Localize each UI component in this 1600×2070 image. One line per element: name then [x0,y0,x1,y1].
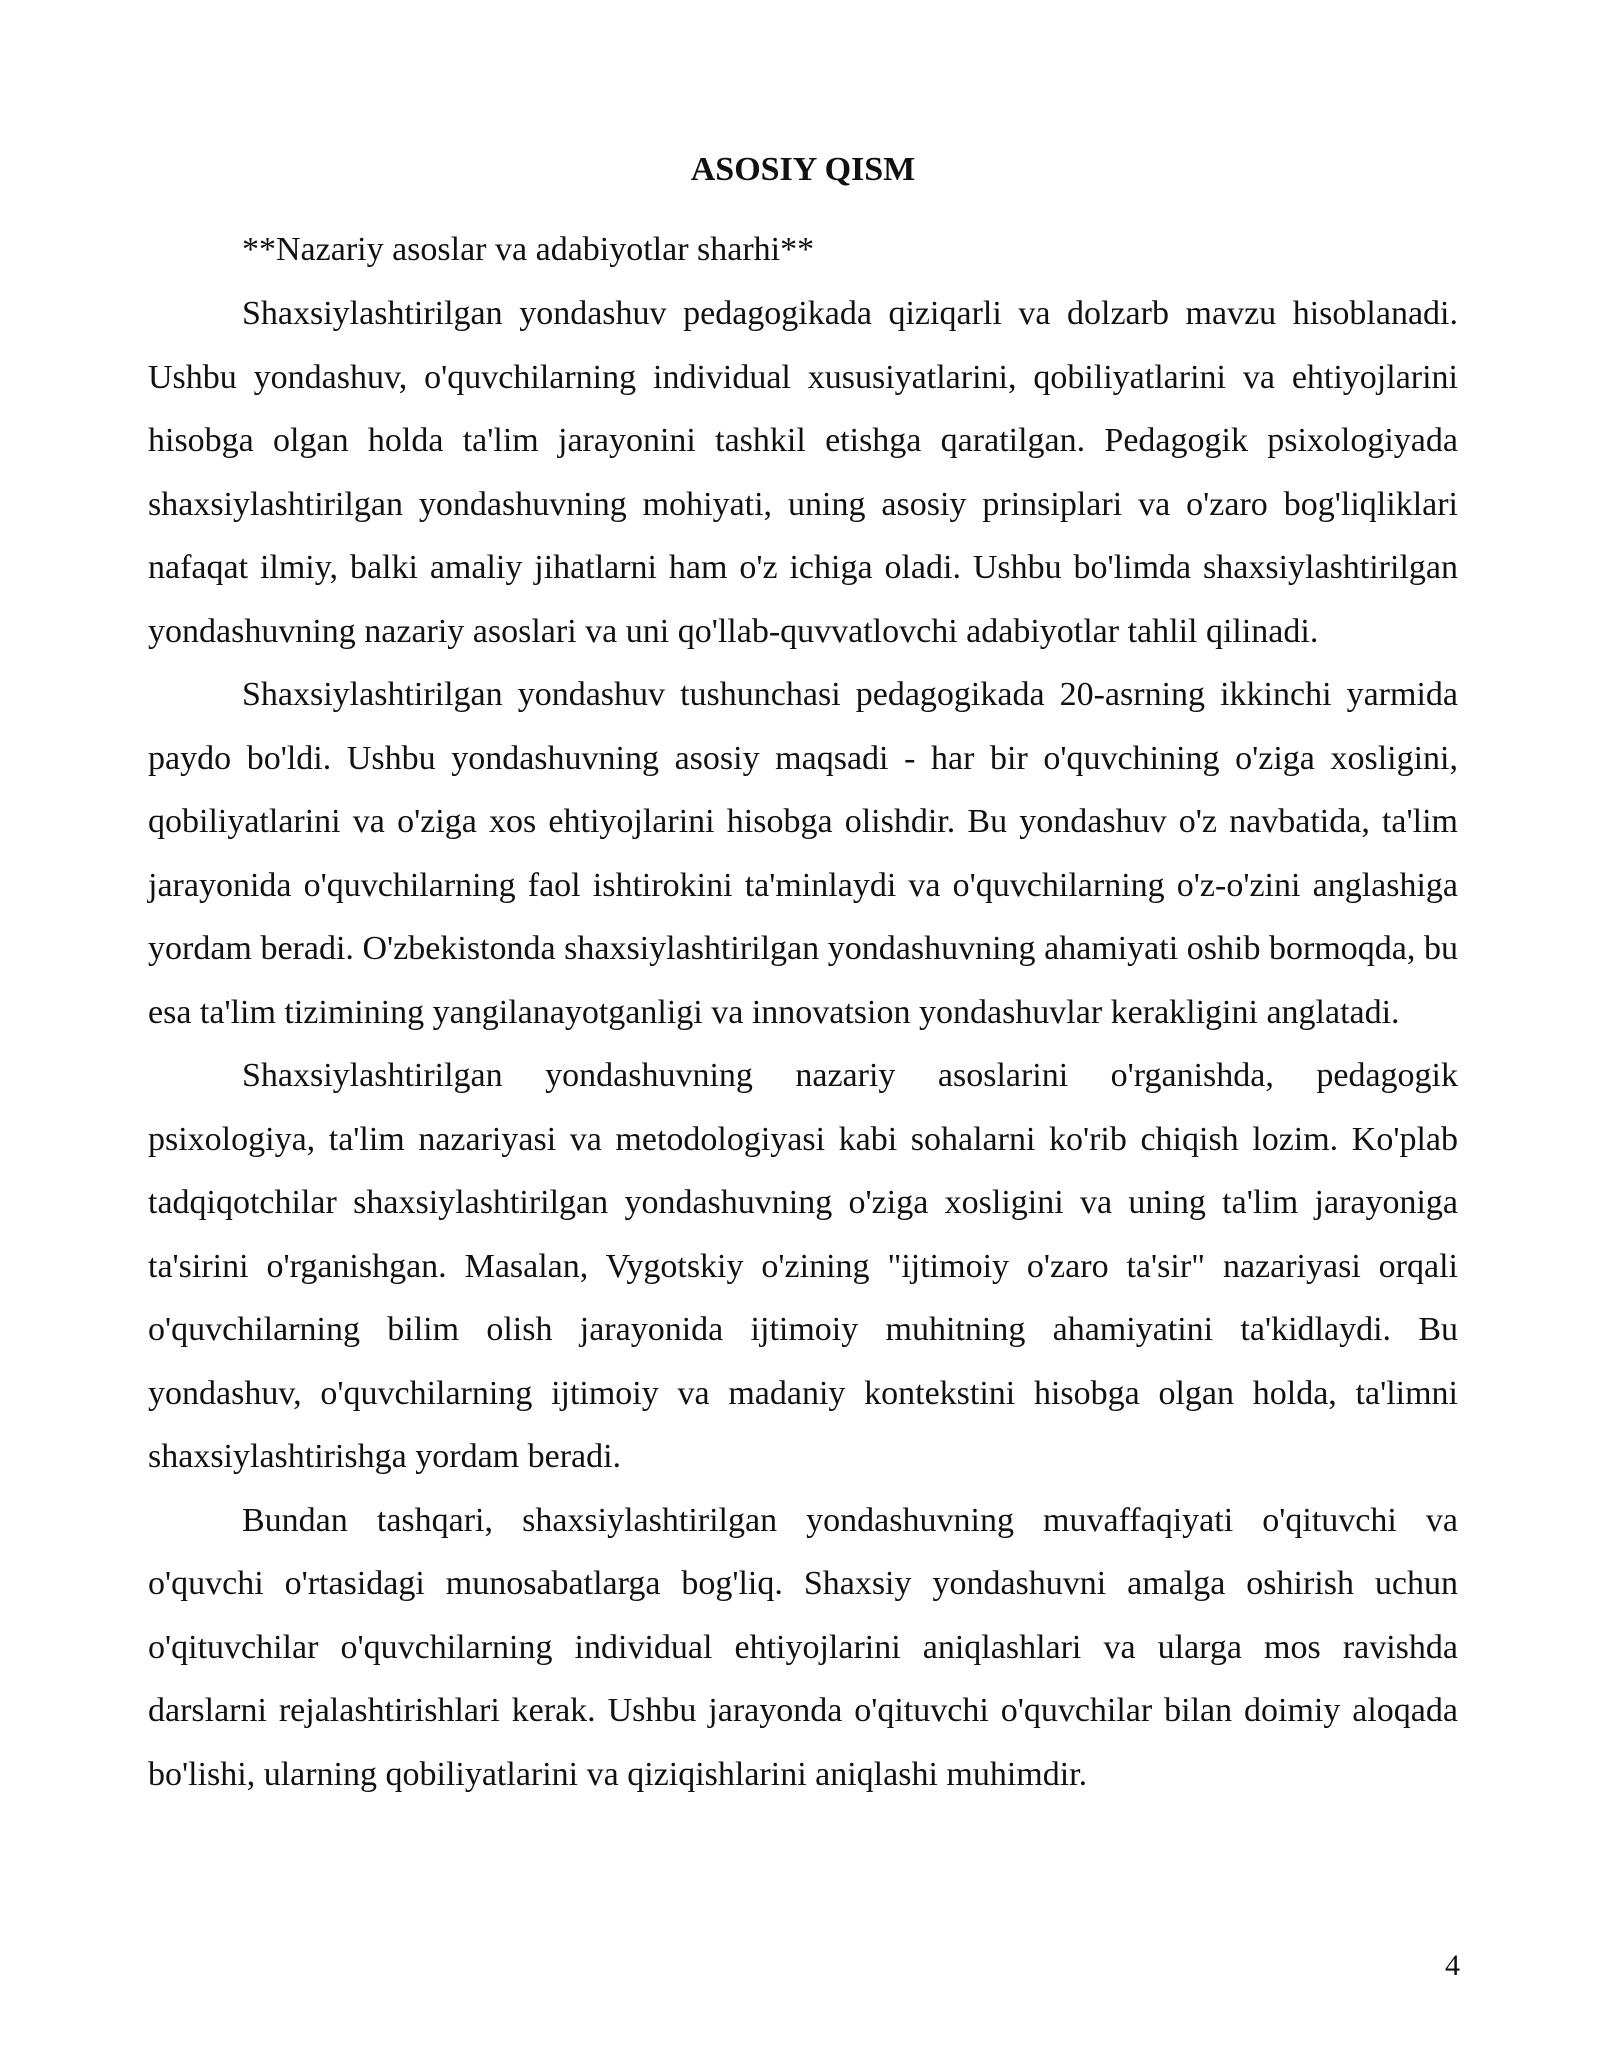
paragraph-4: Bundan tashqari, shaxsiylashtirilgan yondashuvning muvaffaqiyati o'qituvchi va o'quvchi o'rtasidagi munosabatlarga bog'liq. Shaxsiy yondashuvni amalga oshirish uchun o'qituvchilar o'quvchilarning individual ehtiyojlarini aniqlashlari va ularga mos ravishda darslarni rejalashtirishlari kerak. Ushbu jarayonda o'qituvchi o'quvchilar bilan doimiy aloqada bo'lishi, ularning qobiliyatlarini va qiziqishlarini aniqlashi muhimdir. [148,1501,1458,1793]
paragraph-2: Shaxsiylashtirilgan yondashuv tushunchasi pedagogikada 20-asrning ikkinchi yarmida paydo bo'ldi. Ushbu yondashuvning asosiy maqsadi - har bir o'quvchining o'ziga xosligini, qobiliyatlarini va o'ziga xos ehtiyojlarini hisobga olishdir. Bu yondashuv o'z navbatida, ta'lim jarayonida o'quvchilarning faol ishtirokini ta'minlaydi va o'quvchilarning o'z-o'zini anglashiga yordam beradi. O'zbekistonda shaxsiylashtirilgan yondashuvning ahamiyati oshib bormoqda, bu esa ta'lim tizimining yangilanayotganligi va innovatsion yondashuvlar kerakligini anglatadi. [148,676,1458,1031]
page-title: ASOSIY QISM [690,151,916,188]
page-number: 4 [1445,1949,1460,1982]
document-body [148,218,1458,1806]
paragraph-3: Shaxsiylashtirilgan yondashuvning nazariy asoslarini o'rganishda, pedagogik psixologiya, ta'lim nazariyasi va metodologiyasi kabi sohalarni ko'rib chiqish lozim. Ko'plab tadqiqotchilar shaxsiylashtirilgan yondashuvning o'ziga xosligini va uning ta'lim jarayoniga ta'sirini o'rganishgan. Masalan, Vygotskiy o'zining "ijtimoiy o'zaro ta'sir" nazariyasi orqali o'quvchilarning bilim olish jarayonida ijtimoiy muhitning ahamiyatini ta'kidlaydi. Bu yondashuv, o'quvchilarning ijtimoiy va madaniy kontekstini hisobga olgan holda, ta'limni shaxsiylashtirishga yordam beradi. [148,1057,1458,1475]
section-subheading: **Nazariy asoslar va adabiyotlar sharhi** [242,231,815,268]
paragraph-1: Shaxsiylashtirilgan yondashuv pedagogikada qiziqarli va dolzarb mavzu hisoblanadi. Ushbu yondashuv, o'quvchilarning individual xususiyatlarini, qobiliyatlarini va ehtiyojlarini hisobga olgan holda ta'lim jarayonini tashkil etishga qaratilgan. Pedagogik psixologiyada shaxsiylashtirilgan yondashuvning mohiyati, uning asosiy prinsiplari va o'zaro bog'liqliklari nafaqat ilmiy, balki amaliy jihatlarni ham o'z ichiga oladi. Ushbu bo'limda shaxsiylashtirilgan yondashuvning nazariy asoslari va uni qo'llab-quvvatlovchi adabiyotlar tahlil qilinadi. [148,295,1458,650]
